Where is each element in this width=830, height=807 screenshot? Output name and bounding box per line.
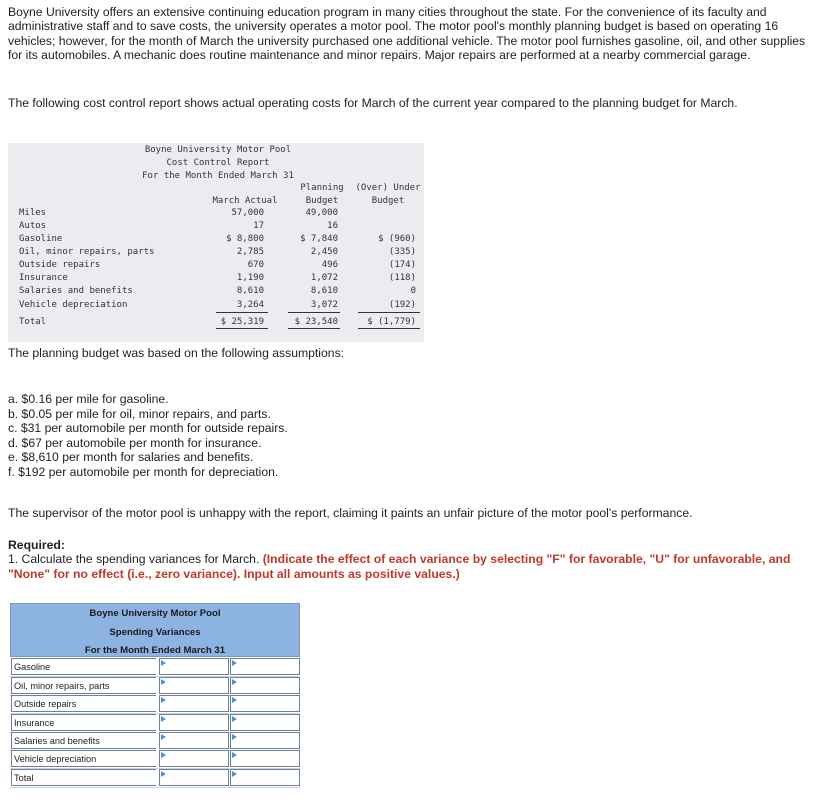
assumptions-list bbox=[8, 392, 288, 480]
variance-row-depreciation bbox=[10, 750, 300, 769]
variance-row-outside-repairs bbox=[10, 695, 300, 714]
amount-input[interactable] bbox=[159, 769, 229, 786]
total-rule bbox=[288, 328, 340, 329]
row-label: Total bbox=[11, 769, 156, 786]
required-section bbox=[8, 538, 816, 581]
effect-select[interactable] bbox=[230, 714, 300, 731]
assumption-item: b. $0.05 per mile for oil, minor repairs, and parts. bbox=[8, 406, 271, 421]
assumption-item: e. $8,610 per month for salaries and benefits. bbox=[8, 450, 254, 465]
amount-input[interactable] bbox=[159, 677, 229, 694]
required-heading: Required: bbox=[8, 538, 65, 552]
row-label: Outside repairs bbox=[11, 695, 156, 712]
answer-subtitle: Spending Variances bbox=[109, 627, 201, 638]
amount-input[interactable] bbox=[159, 695, 229, 712]
effect-select[interactable] bbox=[230, 769, 300, 786]
total-rule bbox=[358, 328, 420, 329]
effect-select[interactable] bbox=[230, 732, 300, 749]
row-label: Oil, minor repairs, parts bbox=[11, 677, 156, 694]
effect-select[interactable] bbox=[230, 695, 300, 712]
answer-period: For the Month Ended March 31 bbox=[84, 645, 226, 656]
amount-input[interactable] bbox=[159, 732, 229, 749]
col-variance-header-1: (Over) Under bbox=[355, 183, 421, 193]
variance-row-salaries bbox=[10, 732, 300, 751]
required-instruction: (Indicate the effect of each variance by selecting "F" for favorable, "U" for unfavorable, and "None" for no effect (i.e., zero variance). Input all amounts as positive values.) bbox=[8, 552, 791, 581]
row-label: Vehicle depreciation bbox=[11, 750, 156, 767]
intro-paragraph-2: The following cost control report shows actual operating costs for March of the current year compared to the planning budget for March. bbox=[8, 96, 738, 110]
answer-table-header bbox=[10, 603, 300, 657]
cost-control-report: Boyne University Motor Pool Cost Control Report For the Month Ended March 31 Planning (Over) Under March Actual Budget Budget Miles 57,000 49,000 Autos 17 16 Gasoline $ 8,800 $ 7,840 $ (960) Oil, minor repairs, parts 2,785 2,450 (335) Outside repairs 670 496 (174) Insurance 1,190 1,072 (118) Salaries and benefits 8,610 8,610 0 Vehicle depreciation 3,264 3,072 (192) Total $ 25,319 $ 23,540 $ (1,779) bbox=[8, 143, 424, 330]
effect-select[interactable] bbox=[230, 677, 300, 694]
subtotal-rule bbox=[358, 312, 420, 313]
assumption-item: f. $192 per automobile per month for depreciation. bbox=[8, 464, 279, 479]
row-label: Gasoline bbox=[11, 658, 156, 675]
subtotal-rule bbox=[216, 312, 268, 313]
row-label: Insurance bbox=[11, 714, 156, 731]
variance-row-oil bbox=[10, 677, 300, 696]
required-item: 1. Calculate the spending variances for March. bbox=[8, 552, 260, 567]
total-rule bbox=[216, 328, 268, 329]
variance-row-total bbox=[10, 769, 300, 788]
subtotal-rule bbox=[288, 312, 340, 313]
row-label: Salaries and benefits bbox=[11, 732, 156, 749]
amount-input[interactable] bbox=[159, 658, 229, 675]
col-variance-header-2: Budget bbox=[371, 196, 405, 206]
variance-row-gasoline bbox=[10, 658, 300, 677]
assumption-item: d. $67 per automobile per month for insurance. bbox=[8, 435, 262, 450]
supervisor-note: The supervisor of the motor pool is unhappy with the report, claiming it paints an unfair picture of the motor pool's performance. bbox=[8, 506, 693, 520]
answer-title: Boyne University Motor Pool bbox=[89, 608, 221, 619]
col-actual-header: March Actual bbox=[212, 196, 278, 206]
col-budget-header-2: Budget bbox=[305, 196, 339, 206]
assumptions-intro: The planning budget was based on the following assumptions: bbox=[8, 346, 345, 360]
assumption-item: a. $0.16 per mile for gasoline. bbox=[8, 392, 169, 406]
amount-input[interactable] bbox=[159, 714, 229, 731]
report-title: Boyne University Motor Pool bbox=[144, 145, 292, 155]
col-budget-header-1: Planning bbox=[300, 183, 344, 193]
variance-row-insurance bbox=[10, 714, 300, 733]
intro-paragraph-1: Boyne University offers an extensive continuing education program in many cities throughout the state. For the convenience of its faculty and administrative staff and to save costs, the university operates a motor pool. The motor pool's monthly planning budget is based on operating 16 vehicles; however, for the month of March the university purchased one additional vehicle. The motor pool furnishes gasoline, oil, and other supplies for its automobiles. A mechanic does routine maintenance and minor repairs. Major repairs are performed at a nearby commercial garage. bbox=[8, 5, 806, 63]
report-period: For the Month Ended March 31 bbox=[142, 171, 294, 181]
effect-select[interactable] bbox=[230, 658, 300, 675]
assumption-item: c. $31 per automobile per month for outside repairs. bbox=[8, 421, 288, 436]
report-subtitle: Cost Control Report bbox=[166, 158, 270, 168]
effect-select[interactable] bbox=[230, 750, 300, 767]
amount-input[interactable] bbox=[159, 750, 229, 767]
